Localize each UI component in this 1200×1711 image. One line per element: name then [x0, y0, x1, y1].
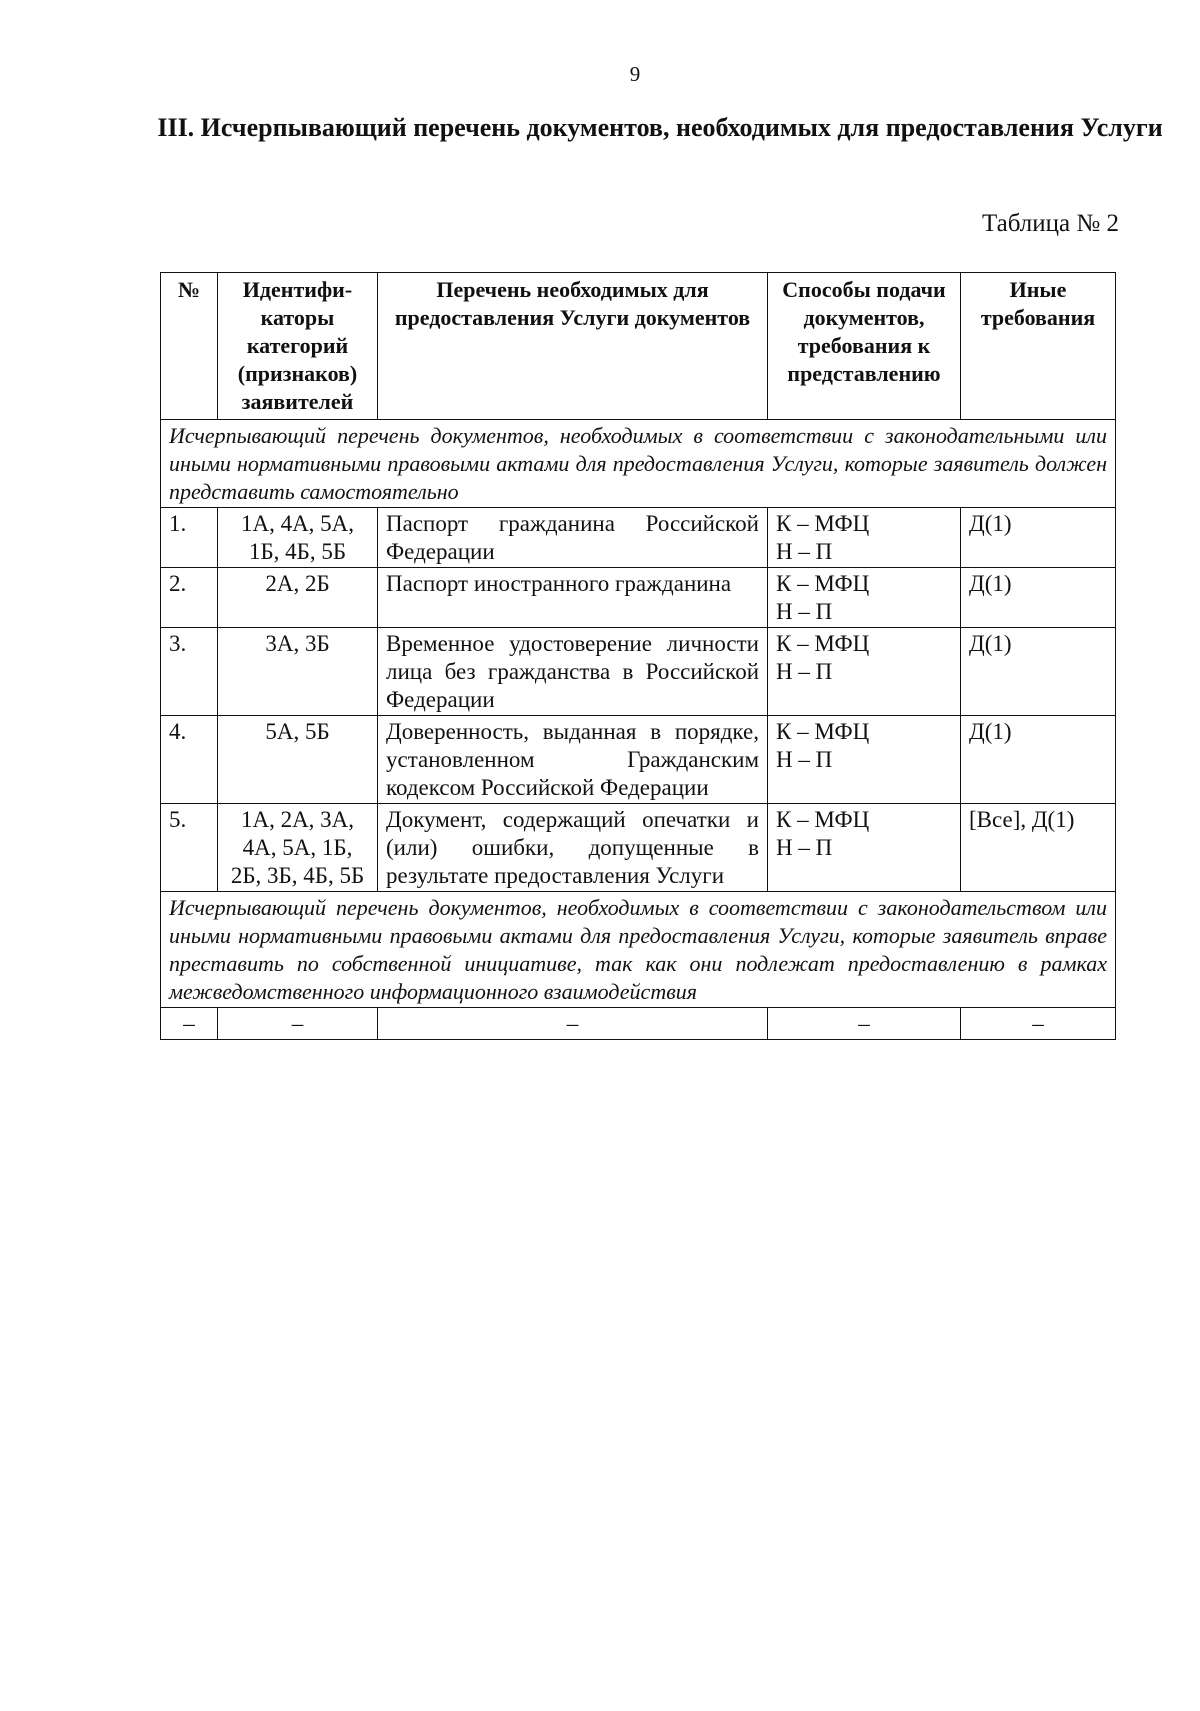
row-applicant-ids: 2А, 2Б: [218, 568, 378, 628]
row-submission: [768, 568, 961, 628]
documents-table: [160, 272, 1116, 1040]
submission-in-person: К – МФЦ: [776, 807, 870, 832]
empty-cell: –: [961, 1008, 1116, 1040]
row-applicant-ids: 1А, 2А, 3А, 4А, 5А, 1Б, 2Б, 3Б, 4Б, 5Б: [218, 804, 378, 892]
row-number: 3.: [161, 628, 218, 716]
row-document: Документ, содержащий опечатки и (или) ошибки, допущенные в результате предоставления Услуги: [378, 804, 768, 892]
submission-requirement: Н – П: [776, 539, 833, 564]
table-caption: Таблица № 2: [981, 210, 1119, 237]
header-document-list: Перечень необходимых для предоставления Услуги документов: [378, 273, 768, 420]
table-row-empty: [161, 1008, 1116, 1040]
empty-cell: –: [218, 1008, 378, 1040]
submission-in-person: К – МФЦ: [776, 571, 870, 596]
section-text-optional: Исчерпывающий перечень документов, необходимых в соответствии с законодательством или иными нормативными правовыми актами для предоставления Услуги, которые заявитель вправе преставить по собственной инициативе, так как они подлежат предоставлению в рамках межведомственного информационного взаимодействия: [161, 892, 1116, 1008]
header-applicant-ids: Идентифи-каторы категорий (признаков) заявителей: [218, 273, 378, 420]
submission-in-person: К – МФЦ: [776, 511, 870, 536]
row-applicant-ids: 1А, 4А, 5А, 1Б, 4Б, 5Б: [218, 508, 378, 568]
table-row: [161, 804, 1116, 892]
section-row-optional: [161, 892, 1116, 1008]
table-row: [161, 628, 1116, 716]
submission-in-person: К – МФЦ: [776, 631, 870, 656]
row-submission: [768, 716, 961, 804]
row-other-requirements: [Все], Д(1): [961, 804, 1116, 892]
submission-in-person: К – МФЦ: [776, 719, 870, 744]
section-row-mandatory: [161, 420, 1116, 508]
row-number: 4.: [161, 716, 218, 804]
header-other-requirements: Иные требования: [961, 273, 1116, 420]
row-document: Паспорт иностранного гражданина: [378, 568, 768, 628]
row-other-requirements: Д(1): [961, 508, 1116, 568]
submission-requirement: Н – П: [776, 747, 833, 772]
table-row: [161, 508, 1116, 568]
row-number: 1.: [161, 508, 218, 568]
header-submission-methods: Способы подачи документов, требования к представлению: [768, 273, 961, 420]
row-other-requirements: Д(1): [961, 628, 1116, 716]
row-other-requirements: Д(1): [961, 568, 1116, 628]
section-title: III. Исчерпывающий перечень документов, необходимых для предоставления Услуги: [157, 113, 1163, 142]
empty-cell: –: [378, 1008, 768, 1040]
row-submission: [768, 508, 961, 568]
table-header-row: [161, 273, 1116, 420]
empty-cell: –: [161, 1008, 218, 1040]
header-number: №: [161, 273, 218, 420]
table-row: [161, 568, 1116, 628]
row-document: Временное удостоверение личности лица без гражданства в Российской Федерации: [378, 628, 768, 716]
page-number: 9: [629, 62, 641, 86]
row-other-requirements: Д(1): [961, 716, 1116, 804]
row-document: Паспорт гражданина Российской Федерации: [378, 508, 768, 568]
submission-requirement: Н – П: [776, 659, 833, 684]
empty-cell: –: [768, 1008, 961, 1040]
row-submission: [768, 628, 961, 716]
row-applicant-ids: 3А, 3Б: [218, 628, 378, 716]
row-number: 2.: [161, 568, 218, 628]
section-text-mandatory: Исчерпывающий перечень документов, необходимых в соответствии с законодательными или иными нормативными правовыми актами для предоставления Услуги, которые заявитель должен представить самостоятельно: [161, 420, 1116, 508]
row-submission: [768, 804, 961, 892]
submission-requirement: Н – П: [776, 835, 833, 860]
submission-requirement: Н – П: [776, 599, 833, 624]
row-number: 5.: [161, 804, 218, 892]
row-applicant-ids: 5А, 5Б: [218, 716, 378, 804]
row-document: Доверенность, выданная в порядке, установленном Гражданским кодексом Российской Федерации: [378, 716, 768, 804]
table-row: [161, 716, 1116, 804]
